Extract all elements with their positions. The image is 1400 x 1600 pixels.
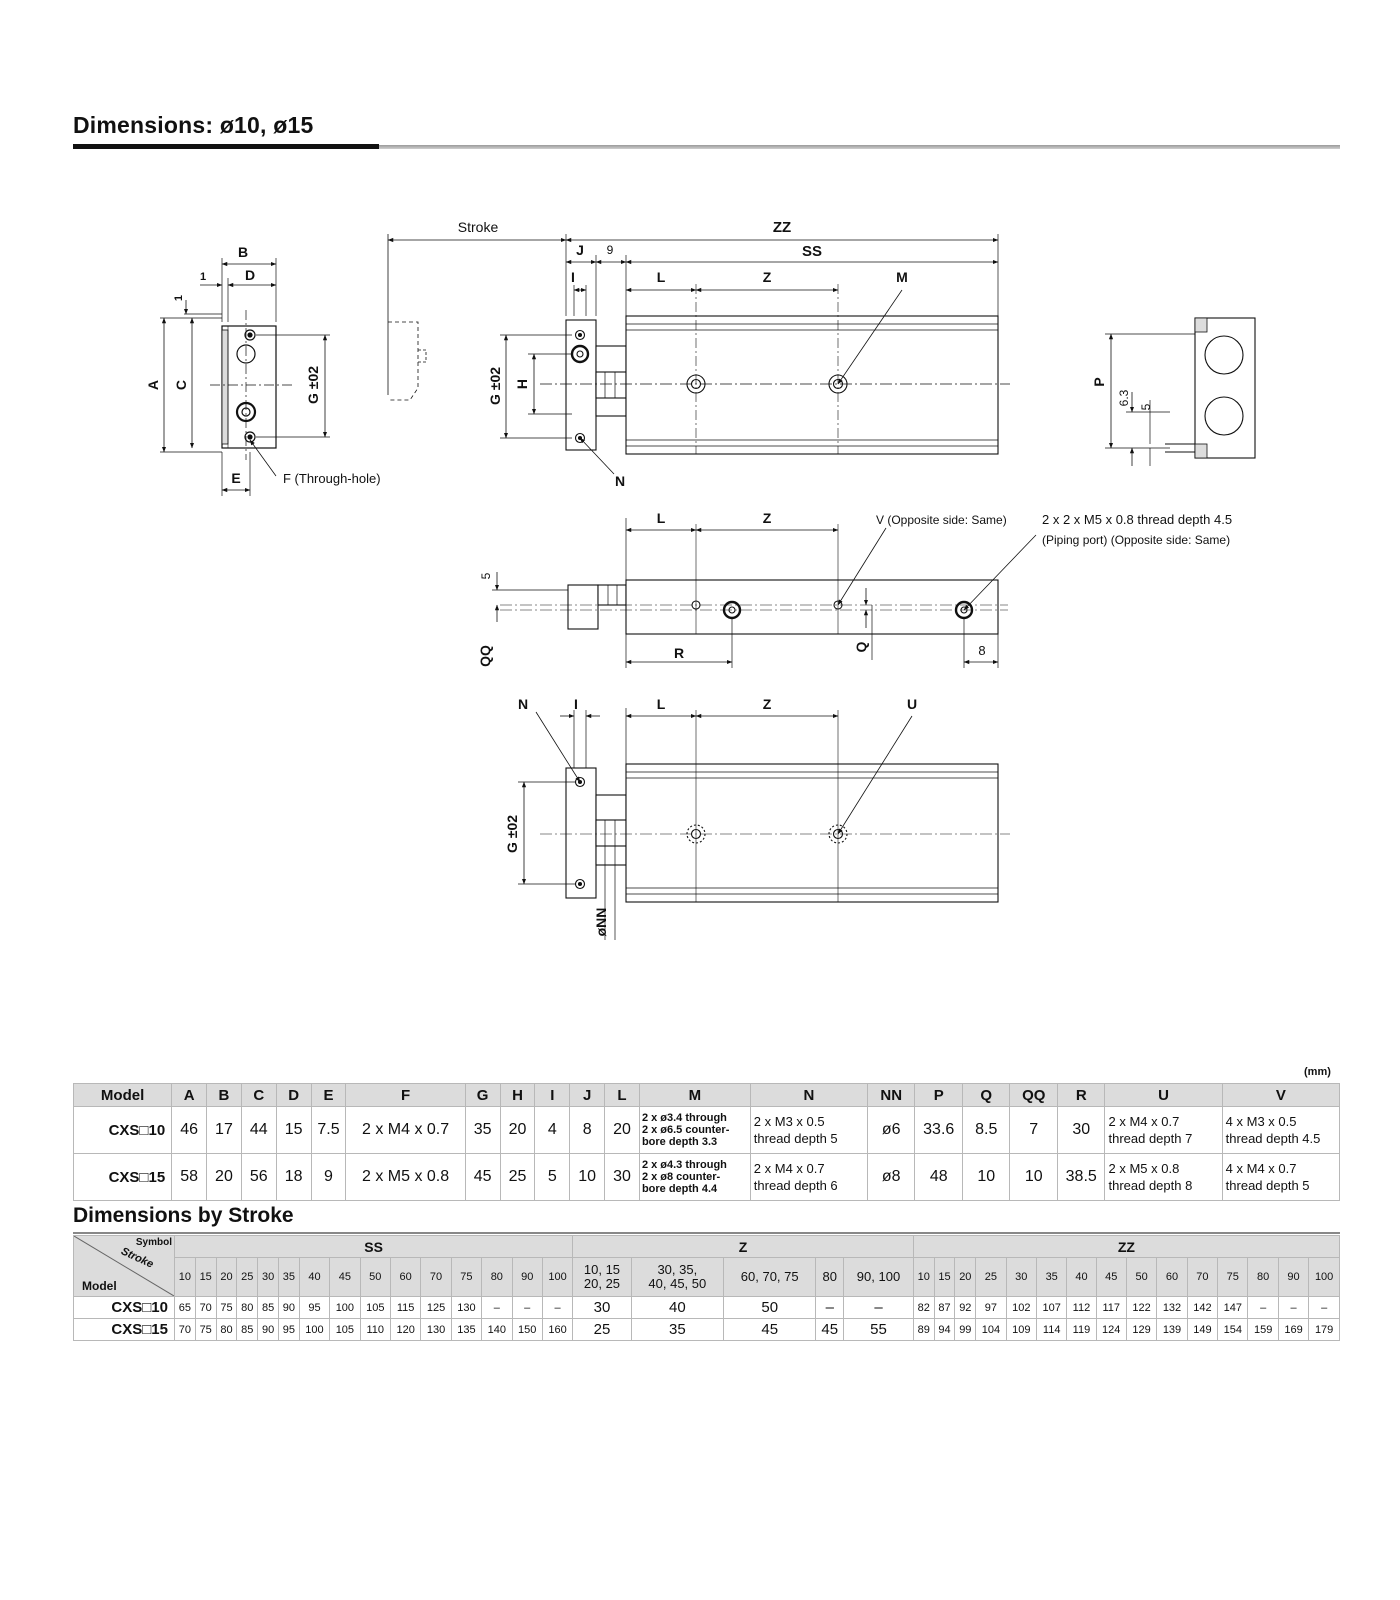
cell-a: 58 <box>172 1154 207 1201</box>
header-h: H <box>500 1084 535 1107</box>
table-row <box>74 1107 1340 1154</box>
cell-q: 10 <box>962 1154 1010 1201</box>
z-value: 55 <box>844 1319 914 1341</box>
cell-line: thread depth 4.5 <box>1225 1131 1321 1146</box>
zz-stroke-30: 30 <box>1006 1258 1036 1297</box>
ss-value: 150 <box>512 1319 542 1341</box>
zz-stroke-25: 25 <box>976 1258 1006 1297</box>
zz-value: 112 <box>1067 1297 1096 1319</box>
corner-model-label: Model <box>82 1279 117 1293</box>
ss-value: 65 <box>175 1297 196 1319</box>
zz-value: 122 <box>1126 1297 1156 1319</box>
z-stroke-line: 10, 15 <box>583 1262 621 1277</box>
header-i: I <box>535 1084 570 1107</box>
ss-value: 75 <box>216 1297 237 1319</box>
ss-stroke-35: 35 <box>278 1258 299 1297</box>
ss-value: 90 <box>278 1297 299 1319</box>
zz-value: 132 <box>1157 1297 1187 1319</box>
header-m: M <box>639 1084 750 1107</box>
corner-cell <box>74 1236 174 1296</box>
dim-P: P <box>1091 377 1107 387</box>
ss-stroke-60: 60 <box>390 1258 420 1297</box>
dim-Q: Q <box>853 641 869 653</box>
zz-value: 117 <box>1096 1297 1126 1319</box>
cell-l: 20 <box>605 1107 640 1154</box>
ss-value: 95 <box>278 1319 299 1341</box>
z-value: 35 <box>631 1319 723 1341</box>
dim-B: B <box>237 244 249 260</box>
ss-stroke-80: 80 <box>482 1258 512 1297</box>
cell-f: 2 x M4 x 0.7 <box>346 1107 465 1154</box>
dim-1-vertical: 1 <box>173 294 185 302</box>
cell-a: 46 <box>172 1107 207 1154</box>
dimensions-table-header <box>74 1084 1340 1107</box>
group-SS: SS <box>175 1236 573 1258</box>
side-view <box>492 518 1036 668</box>
z-stroke-line: 60, 70, 75 <box>740 1269 799 1284</box>
ss-value: 80 <box>237 1297 258 1319</box>
stroke-row <box>74 1319 1340 1341</box>
zz-stroke-90: 90 <box>1278 1258 1308 1297</box>
cell-p: 33.6 <box>915 1107 963 1154</box>
dim-9: 9 <box>606 243 614 257</box>
header-nn: NN <box>867 1084 915 1107</box>
dim-I-top: I <box>571 269 575 285</box>
cell-j: 8 <box>570 1107 605 1154</box>
ss-value: 85 <box>258 1297 279 1319</box>
dim-D: D <box>244 267 256 283</box>
cell-m <box>639 1107 750 1154</box>
ss-value: 85 <box>237 1319 258 1341</box>
ss-stroke-90: 90 <box>512 1258 542 1297</box>
dim-M: M <box>896 269 908 285</box>
zz-value: 89 <box>913 1319 934 1341</box>
z-stroke-line: 80 <box>822 1269 837 1284</box>
group-Z: Z <box>573 1236 914 1258</box>
cell-model: CXS□15 <box>74 1154 172 1201</box>
zz-stroke-75: 75 <box>1218 1258 1248 1297</box>
header-a: A <box>172 1084 207 1107</box>
stroke-table-corner <box>74 1236 175 1297</box>
zz-stroke-20: 20 <box>955 1258 976 1297</box>
cell-v <box>1222 1154 1339 1201</box>
zz-value: 104 <box>976 1319 1006 1341</box>
ss-stroke-10: 10 <box>175 1258 196 1297</box>
zz-value: 154 <box>1218 1319 1248 1341</box>
z-value: 30 <box>573 1297 631 1319</box>
cell-line: bore depth 4.4 <box>641 1183 718 1195</box>
cell-line: thread depth 5 <box>1225 1178 1310 1193</box>
ss-value: 120 <box>390 1319 420 1341</box>
label-port-note: 2 x 2 x M5 x 0.8 thread depth 4.5 <box>1042 512 1233 527</box>
ss-stroke-45: 45 <box>330 1258 360 1297</box>
zz-stroke-60: 60 <box>1157 1258 1187 1297</box>
dim-ZZ: ZZ <box>772 219 792 236</box>
stroke-table-group-row <box>74 1236 1340 1258</box>
z-stroke-line: 20, 25 <box>583 1276 621 1291</box>
header-g: G <box>465 1084 500 1107</box>
header-f: F <box>346 1084 465 1107</box>
cell-line: 2 x ø3.4 through <box>641 1112 727 1124</box>
z-stroke-col <box>816 1258 844 1297</box>
cell-nn: ø6 <box>867 1107 915 1154</box>
dim-Z-top: Z <box>762 269 772 285</box>
stroke-row <box>74 1297 1340 1319</box>
dim-QQ: QQ <box>477 645 493 667</box>
zz-value: 169 <box>1278 1319 1308 1341</box>
ss-stroke-25: 25 <box>237 1258 258 1297</box>
zz-value: 149 <box>1187 1319 1217 1341</box>
z-value: 45 <box>816 1319 844 1341</box>
ss-value: 160 <box>542 1319 572 1341</box>
zz-stroke-10: 10 <box>913 1258 934 1297</box>
z-value: 25 <box>573 1319 631 1341</box>
zz-value: 94 <box>934 1319 955 1341</box>
zz-value: 119 <box>1067 1319 1096 1341</box>
stroke-section-rule <box>73 1232 1340 1234</box>
zz-value: 87 <box>934 1297 955 1319</box>
dim-5-right: 5 <box>1139 403 1153 411</box>
zz-stroke-35: 35 <box>1037 1258 1067 1297</box>
dim-5-side: 5 <box>479 572 493 580</box>
cell-p: 48 <box>915 1154 963 1201</box>
ss-stroke-40: 40 <box>299 1258 329 1297</box>
cell-g: 45 <box>465 1154 500 1201</box>
z-stroke-col <box>631 1258 723 1297</box>
dim-U: U <box>906 696 918 712</box>
cell-line: 2 x ø6.5 counter- <box>641 1124 730 1136</box>
group-ZZ: ZZ <box>913 1236 1339 1258</box>
header-c: C <box>241 1084 276 1107</box>
zz-value: 97 <box>976 1297 1006 1319</box>
cell-n <box>750 1107 867 1154</box>
zz-stroke-45: 45 <box>1096 1258 1126 1297</box>
table-row <box>74 1154 1340 1201</box>
zz-value: 107 <box>1037 1297 1067 1319</box>
dim-Z-bottom: Z <box>762 696 772 712</box>
dim-SS: SS <box>801 243 823 260</box>
dim-N-bottom: N <box>517 696 529 712</box>
cell-line: 2 x M5 x 0.8 <box>1108 1161 1180 1176</box>
dim-J: J <box>576 242 584 258</box>
dim-8: 8 <box>978 643 986 658</box>
cell-line: 2 x M3 x 0.5 <box>753 1114 825 1129</box>
right-view-labels <box>1091 377 1153 410</box>
dim-L-bottom: L <box>656 696 666 712</box>
stroke-row-model: CXS□10 <box>74 1297 175 1319</box>
zz-value: 179 <box>1309 1319 1340 1341</box>
ss-value: 100 <box>330 1297 360 1319</box>
cell-line: thread depth 6 <box>753 1178 838 1193</box>
cell-l: 30 <box>605 1154 640 1201</box>
unit-label: (mm) <box>1304 1066 1331 1078</box>
cell-line: 2 x ø8 counter- <box>641 1171 721 1183</box>
cell-d: 18 <box>276 1154 311 1201</box>
ss-stroke-100: 100 <box>542 1258 572 1297</box>
zz-value: 139 <box>1157 1319 1187 1341</box>
cell-d: 15 <box>276 1107 311 1154</box>
cell-i: 4 <box>535 1107 570 1154</box>
ss-stroke-70: 70 <box>421 1258 451 1297</box>
dim-Z-side: Z <box>762 510 772 526</box>
cell-v <box>1222 1107 1339 1154</box>
dim-E: E <box>231 470 241 486</box>
dim-R: R <box>673 645 685 661</box>
dimensions-table <box>73 1083 1340 1201</box>
cell-line: thread depth 5 <box>753 1131 838 1146</box>
zz-value: 109 <box>1006 1319 1036 1341</box>
zz-value: 102 <box>1006 1297 1036 1319</box>
ss-value: 130 <box>451 1297 481 1319</box>
ss-value: 115 <box>390 1297 420 1319</box>
dimensions-table-body <box>74 1107 1340 1201</box>
cell-n <box>750 1154 867 1201</box>
header-d: D <box>276 1084 311 1107</box>
zz-value: 114 <box>1037 1319 1067 1341</box>
ss-value: 75 <box>195 1319 216 1341</box>
dim-H: H <box>514 378 530 390</box>
cell-r: 30 <box>1057 1107 1105 1154</box>
cell-qq: 10 <box>1010 1154 1058 1201</box>
cell-line: 2 x M4 x 0.7 <box>753 1161 825 1176</box>
cell-f: 2 x M5 x 0.8 <box>346 1154 465 1201</box>
zz-stroke-50: 50 <box>1126 1258 1156 1297</box>
z-value: – <box>816 1297 844 1319</box>
corner-stroke-label: Stroke <box>119 1245 156 1271</box>
cell-g: 35 <box>465 1107 500 1154</box>
cell-line: bore depth 3.3 <box>641 1136 718 1148</box>
zz-value: 124 <box>1096 1319 1126 1341</box>
zz-value: – <box>1309 1297 1340 1319</box>
dim-G-bottom: G ±02 <box>504 814 520 854</box>
zz-value: 142 <box>1187 1297 1217 1319</box>
dim-G-left: G ±02 <box>305 365 321 405</box>
cell-nn: ø8 <box>867 1154 915 1201</box>
dim-I-bottom: I <box>574 696 578 712</box>
zz-value: 147 <box>1218 1297 1248 1319</box>
header-j: J <box>570 1084 605 1107</box>
z-stroke-line: 30, 35, <box>657 1262 698 1277</box>
dim-A: A <box>145 379 161 391</box>
cell-e: 9 <box>311 1154 346 1201</box>
header-l: L <box>605 1084 640 1107</box>
z-value: 45 <box>724 1319 816 1341</box>
ss-value: 70 <box>175 1319 196 1341</box>
header-b: B <box>207 1084 242 1107</box>
z-value: 50 <box>724 1297 816 1319</box>
zz-value: – <box>1248 1297 1278 1319</box>
cell-m <box>639 1154 750 1201</box>
ss-value: – <box>542 1297 572 1319</box>
cell-h: 20 <box>500 1107 535 1154</box>
header-v: V <box>1222 1084 1339 1107</box>
ss-stroke-75: 75 <box>451 1258 481 1297</box>
zz-value: 82 <box>913 1297 934 1319</box>
stroke-table-body <box>74 1297 1340 1341</box>
cell-i: 5 <box>535 1154 570 1201</box>
zz-stroke-40: 40 <box>1067 1258 1096 1297</box>
stroke-table-stroke-row <box>74 1258 1340 1297</box>
ss-value: 135 <box>451 1319 481 1341</box>
zz-value: 99 <box>955 1319 976 1341</box>
cell-line: thread depth 7 <box>1108 1131 1193 1146</box>
zz-stroke-15: 15 <box>934 1258 955 1297</box>
dim-NN: øNN <box>593 907 609 937</box>
cell-h: 25 <box>500 1154 535 1201</box>
header-qq: QQ <box>1010 1084 1058 1107</box>
ss-stroke-20: 20 <box>216 1258 237 1297</box>
dim-G-top: G ±02 <box>487 366 503 406</box>
ss-value: 100 <box>299 1319 329 1341</box>
label-V-note: V (Opposite side: Same) <box>876 513 1007 527</box>
ss-value: 105 <box>330 1319 360 1341</box>
cell-e: 7.5 <box>311 1107 346 1154</box>
bottom-view <box>518 708 1010 940</box>
cell-q: 8.5 <box>962 1107 1010 1154</box>
stroke-section-title: Dimensions by Stroke <box>73 1204 294 1227</box>
dim-L-side: L <box>656 510 666 526</box>
zz-value: – <box>1278 1297 1308 1319</box>
stroke-dimensions-table <box>73 1235 1340 1341</box>
header-model: Model <box>74 1084 172 1107</box>
ss-stroke-30: 30 <box>258 1258 279 1297</box>
cell-b: 17 <box>207 1107 242 1154</box>
cell-c: 56 <box>241 1154 276 1201</box>
cell-b: 20 <box>207 1154 242 1201</box>
top-view <box>500 234 1010 474</box>
z-stroke-col <box>724 1258 816 1297</box>
dim-6-3: 6.3 <box>1117 389 1131 407</box>
cell-c: 44 <box>241 1107 276 1154</box>
cell-line: 4 x M4 x 0.7 <box>1225 1161 1297 1176</box>
z-stroke-col <box>844 1258 914 1297</box>
zz-value: 92 <box>955 1297 976 1319</box>
z-value: 40 <box>631 1297 723 1319</box>
zz-value: 159 <box>1248 1319 1278 1341</box>
cell-u <box>1105 1107 1222 1154</box>
cell-line: thread depth 8 <box>1108 1178 1193 1193</box>
zz-value: 129 <box>1126 1319 1156 1341</box>
cell-line: 4 x M3 x 0.5 <box>1225 1114 1297 1129</box>
header-p: P <box>915 1084 963 1107</box>
ss-value: 80 <box>216 1319 237 1341</box>
cell-qq: 7 <box>1010 1107 1058 1154</box>
ss-value: 70 <box>195 1297 216 1319</box>
header-n: N <box>750 1084 867 1107</box>
dim-stroke: Stroke <box>457 219 499 235</box>
zz-stroke-100: 100 <box>1309 1258 1340 1297</box>
ss-value: 125 <box>421 1297 451 1319</box>
zz-stroke-70: 70 <box>1187 1258 1217 1297</box>
z-stroke-col <box>573 1258 631 1297</box>
z-stroke-line: 90, 100 <box>856 1269 901 1284</box>
ss-stroke-50: 50 <box>360 1258 390 1297</box>
ss-value: 90 <box>258 1319 279 1341</box>
stroke-row-model: CXS□15 <box>74 1319 175 1341</box>
ss-value: 110 <box>360 1319 390 1341</box>
ss-value: 105 <box>360 1297 390 1319</box>
ss-value: 95 <box>299 1297 329 1319</box>
ss-stroke-15: 15 <box>195 1258 216 1297</box>
header-r: R <box>1057 1084 1105 1107</box>
ss-value: – <box>512 1297 542 1319</box>
ss-value: 130 <box>421 1319 451 1341</box>
header-q: Q <box>962 1084 1010 1107</box>
stroke-indicator <box>388 234 566 400</box>
dim-L-top: L <box>656 269 666 285</box>
cell-line: 2 x M4 x 0.7 <box>1108 1114 1180 1129</box>
cell-model: CXS□10 <box>74 1107 172 1154</box>
header-e: E <box>311 1084 346 1107</box>
label-F-through-hole: F (Through-hole) <box>283 471 381 486</box>
cell-line: 2 x ø4.3 through <box>641 1159 727 1171</box>
z-stroke-line: 40, 45, 50 <box>648 1276 707 1291</box>
cell-r: 38.5 <box>1057 1154 1105 1201</box>
dim-N-top: N <box>614 473 626 489</box>
ss-value: 140 <box>482 1319 512 1341</box>
label-port-note-2: (Piping port) (Opposite side: Same) <box>1042 533 1231 547</box>
cell-u <box>1105 1154 1222 1201</box>
z-value: – <box>844 1297 914 1319</box>
ss-value: – <box>482 1297 512 1319</box>
dim-1-horizontal: 1 <box>199 271 207 283</box>
page-title: Dimensions: ø10, ø15 <box>73 112 314 138</box>
cell-j: 10 <box>570 1154 605 1201</box>
corner-symbol-label: Symbol <box>135 1237 172 1248</box>
zz-stroke-80: 80 <box>1248 1258 1278 1297</box>
header-u: U <box>1105 1084 1222 1107</box>
dim-C: C <box>173 379 189 391</box>
